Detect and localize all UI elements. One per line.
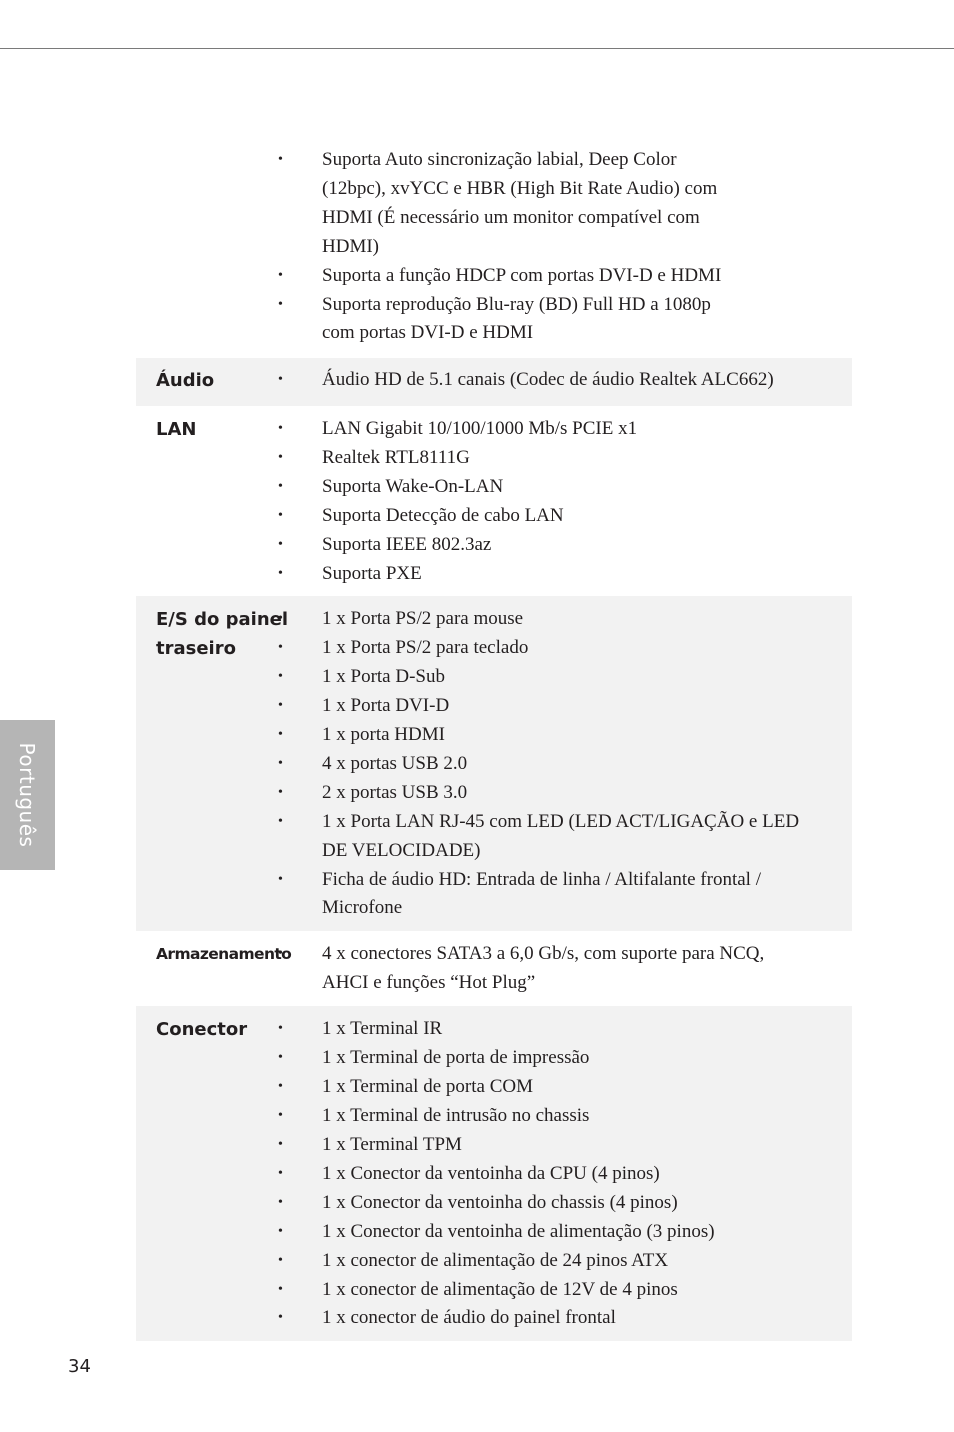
spec-item: • 2 x portas USB 3.0 (292, 779, 802, 808)
spec-item: • 1 x Terminal TPM (292, 1131, 832, 1160)
spec-label-audio: Áudio (156, 370, 215, 392)
language-side-tab (0, 720, 55, 870)
spec-row-graphics-continued (136, 145, 852, 358)
spec-item: • 1 x Terminal IR (292, 1015, 832, 1044)
spec-item: • 4 x conectores SATA3 a 6,0 Gb/s, com suporte para NCQ, AHCI e funções “Hot Plug” (292, 940, 792, 998)
spec-item: • 1 x conector de alimentação de 12V de 4 pinos (292, 1276, 832, 1305)
spec-item: • Áudio HD de 5.1 canais (Codec de áudio Realtek ALC662) (292, 366, 832, 395)
spec-row-storage (136, 931, 852, 1006)
spec-item: • 1 x Terminal de porta COM (292, 1073, 832, 1102)
spec-items-rear-panel-io (292, 605, 802, 931)
spec-item: • Suporta Detecção de cabo LAN (292, 502, 832, 531)
page-number: 34 (68, 1356, 91, 1377)
spec-row-rear-panel-io (136, 596, 852, 931)
spec-label-rear-panel-io: E/S do painel traseiro (156, 609, 289, 660)
spec-label-lan: LAN (156, 419, 197, 441)
spec-item: • Suporta IEEE 802.3az (292, 531, 832, 560)
spec-item: • LAN Gigabit 10/100/1000 Mb/s PCIE x1 (292, 415, 832, 444)
spec-label-storage: Armazenamento (156, 945, 292, 964)
spec-label (136, 146, 292, 348)
spec-item: • 1 x Terminal de intrusão no chassis (292, 1102, 832, 1131)
language-side-tab-label: Português (15, 742, 39, 848)
spec-item: • 1 x Porta DVI-D (292, 692, 802, 721)
spec-items-connector (292, 1015, 832, 1341)
spec-item: • 1 x Porta PS/2 para mouse (292, 605, 802, 634)
spec-item: • 1 x porta HDMI (292, 721, 802, 750)
spec-row-connector (136, 1006, 852, 1341)
spec-item: • 1 x conector de áudio do painel frontal (292, 1304, 832, 1333)
spec-items-lan (292, 415, 832, 596)
spec-item: • 1 x Conector da ventoinha de alimentação (3 pinos) (292, 1218, 832, 1247)
spec-row-audio (136, 358, 852, 406)
spec-item: • Suporta a função HDCP com portas DVI-D e HDMI (292, 262, 742, 291)
spec-item: • 1 x Terminal de porta de impressão (292, 1044, 832, 1073)
spec-items-storage (292, 940, 792, 1006)
spec-item: • Ficha de áudio HD: Entrada de linha / Altifalante frontal / Microfone (292, 866, 802, 924)
spec-item: • Suporta Wake-On-LAN (292, 473, 832, 502)
spec-item: • 4 x portas USB 2.0 (292, 750, 802, 779)
spec-row-lan (136, 406, 852, 596)
spec-item: • Suporta PXE (292, 560, 832, 589)
spec-item: • Realtek RTL8111G (292, 444, 832, 473)
spec-item: • Suporta reprodução Blu-ray (BD) Full HD a 1080p com portas DVI-D e HDMI (292, 291, 742, 349)
spec-item: • 1 x Porta PS/2 para teclado (292, 634, 802, 663)
spec-item: • Suporta Auto sincronização labial, Deep Color (12bpc), xvYCC e HBR (High Bit Rate Audio) com HDMI (É necessário um monitor compatível com HDMI) (292, 146, 742, 262)
spec-item: • 1 x conector de alimentação de 24 pinos ATX (292, 1247, 832, 1276)
spec-item: • 1 x Conector da ventoinha do chassis (4 pinos) (292, 1189, 832, 1218)
spec-table (136, 145, 852, 1341)
header-rule (0, 48, 954, 49)
spec-items (292, 146, 742, 348)
spec-label-connector: Conector (156, 1019, 248, 1041)
spec-item: • 1 x Porta LAN RJ-45 com LED (LED ACT/LIGAÇÃO e LED DE VELOCIDADE) (292, 808, 802, 866)
spec-item: • 1 x Conector da ventoinha da CPU (4 pinos) (292, 1160, 832, 1189)
spec-items-audio (292, 366, 832, 406)
spec-item: • 1 x Porta D-Sub (292, 663, 802, 692)
